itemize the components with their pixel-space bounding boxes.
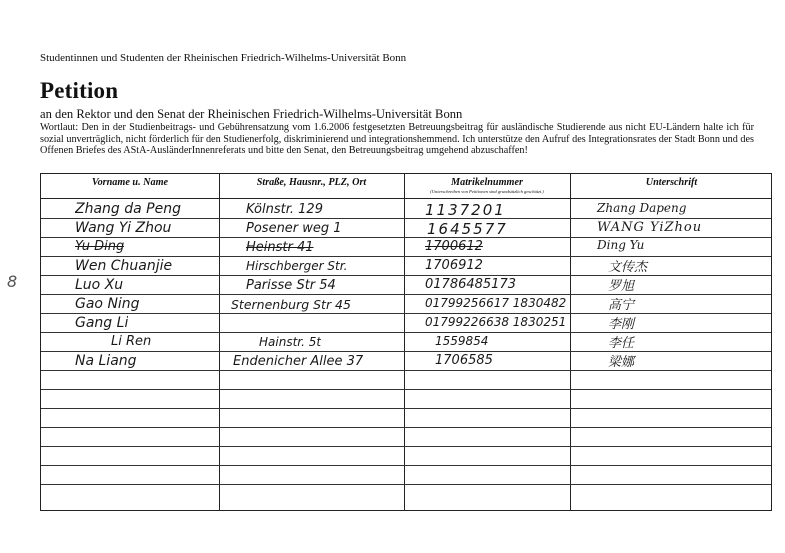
- addressee-line: an den Rektor und den Senat der Rheinischen Friedrich-Wilhelms-Universität Bonn: [40, 107, 463, 121]
- signature-table: [40, 173, 772, 511]
- row-rule: [41, 332, 771, 333]
- address-cell: Heinstr 41: [246, 240, 314, 255]
- row-rule: [41, 237, 771, 238]
- row-rule: [41, 427, 771, 428]
- address-cell: Hirschberger Str.: [246, 259, 348, 273]
- row-rule: [41, 408, 771, 409]
- matrikel-cell: 1645577: [427, 220, 508, 238]
- name-cell: Luo Xu: [75, 277, 124, 293]
- column-divider: [404, 174, 405, 510]
- signature-cell: 罗旭: [608, 279, 635, 294]
- name-cell: Gang Li: [75, 315, 129, 331]
- matrikel-note: (Unterschreiben von Petitionen sind grundsätzlich geschützt.): [430, 189, 544, 194]
- row-rule: [41, 313, 771, 314]
- signature-cell: Ding Yu: [597, 238, 645, 252]
- row-rule: [41, 218, 771, 219]
- address-cell: Sternenburg Str 45: [231, 297, 351, 312]
- name-cell: Wen Chuanjie: [75, 258, 173, 274]
- row-rule: [41, 446, 771, 447]
- row-rule: [41, 294, 771, 295]
- row-rule: [41, 370, 771, 371]
- row-rule: [41, 351, 771, 352]
- column-header-signature: Unterschrift: [645, 177, 698, 188]
- column-divider: [570, 174, 571, 510]
- row-rule: [41, 465, 771, 466]
- matrikel-cell: 01799256617 1830482: [425, 296, 567, 310]
- matrikel-cell: 1706585: [435, 353, 493, 368]
- signature-cell: 文传杰: [608, 260, 648, 275]
- header-rule: [41, 198, 771, 199]
- name-cell: Wang Yi Zhou: [75, 220, 172, 236]
- matrikel-cell: 1700612: [425, 239, 483, 254]
- name-cell: Zhang da Peng: [75, 201, 181, 217]
- matrikel-cell: 01799226638 1830251: [425, 315, 567, 329]
- petition-wording: Wortlaut: Den in der Studienbeitrags- und Gebührensatzung vom 1.6.2006 festgesetzten Betreuungsbeitrag für ausländische Studierende aus nicht EU-Ländern halte ich für sozial unverträglich, nicht förderlich für den Studienerfolg, diskriminierend und integrationshemmend. Ich unterstütze den Aufruf des Integrationsrates der Stadt Bonn und des Offenen Briefes des AStA-AusländerInnenreferats und bitte den Senat, den Betreuungsbeitrag umgehend abzuschaffen!: [40, 122, 754, 157]
- column-header-name: Vorname u. Name: [91, 177, 169, 188]
- matrikel-cell: 01786485173: [425, 277, 516, 292]
- name-cell: Li Ren: [111, 334, 152, 349]
- matrikel-cell: 1559854: [435, 334, 489, 348]
- signature-cell: Zhang Dapeng: [597, 201, 687, 215]
- address-cell: Posener weg 1: [246, 221, 342, 236]
- page-title: Petition: [40, 78, 119, 103]
- column-divider: [219, 174, 220, 510]
- column-header-address: Straße, Hausnr., PLZ, Ort: [256, 177, 367, 188]
- column-header-matrikel: Matrikelnummer: [451, 177, 523, 188]
- row-rule: [41, 484, 771, 485]
- row-rule: [41, 389, 771, 390]
- address-cell: Kölnstr. 129: [246, 202, 323, 217]
- signature-cell: 高宁: [608, 298, 635, 313]
- signature-cell: 梁娜: [608, 355, 635, 370]
- name-cell: Yu Ding: [75, 239, 125, 254]
- name-cell: Gao Ning: [75, 296, 140, 312]
- matrikel-cell: 1706912: [425, 258, 483, 273]
- address-cell: Hainstr. 5t: [259, 335, 322, 349]
- address-cell: Endenicher Allee 37: [233, 354, 364, 369]
- row-rule: [41, 256, 771, 257]
- signature-cell: 李刚: [608, 317, 635, 332]
- signature-cell: 李任: [608, 336, 635, 351]
- organizer-line: Studentinnen und Studenten der Rheinischen Friedrich-Wilhelms-Universität Bonn: [40, 52, 407, 64]
- margin-mark: 8: [7, 272, 18, 291]
- row-rule: [41, 275, 771, 276]
- address-cell: Parisse Str 54: [246, 278, 336, 293]
- matrikel-cell: 1137201: [425, 201, 506, 219]
- name-cell: Na Liang: [75, 353, 137, 369]
- signature-cell: WANG YiZhou: [597, 220, 703, 235]
